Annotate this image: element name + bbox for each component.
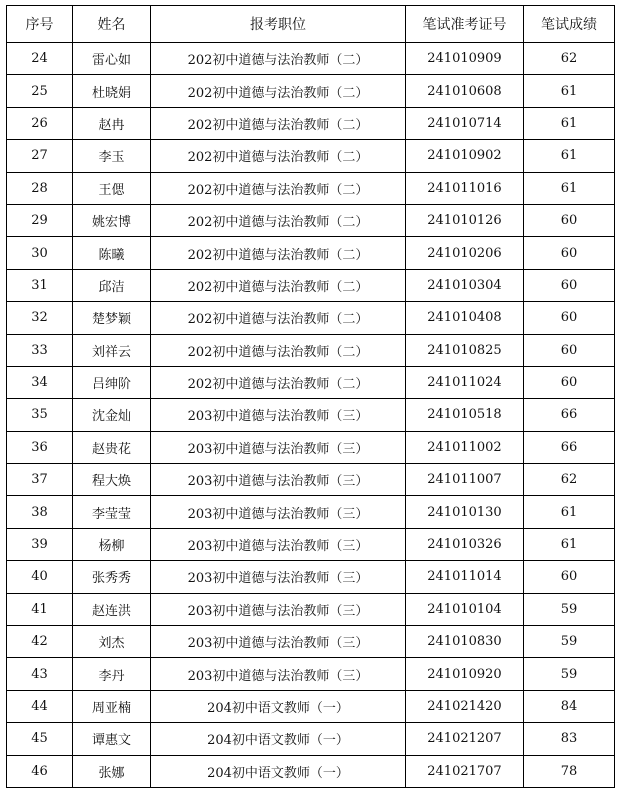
cell-seq: 26	[7, 107, 73, 139]
cell-ticket: 241010714	[406, 107, 524, 139]
cell-name: 杜晓娟	[73, 75, 151, 107]
cell-position: 203初中道德与法治教师（三）	[151, 561, 406, 593]
cell-ticket: 241010130	[406, 496, 524, 528]
cell-name: 谭惠文	[73, 723, 151, 755]
cell-score: 61	[524, 107, 615, 139]
cell-score: 84	[524, 690, 615, 722]
cell-score: 59	[524, 658, 615, 690]
cell-position: 202初中道德与法治教师（二）	[151, 140, 406, 172]
cell-name: 李莹莹	[73, 496, 151, 528]
cell-name: 邱洁	[73, 269, 151, 301]
table-row	[7, 172, 615, 204]
cell-score: 61	[524, 172, 615, 204]
cell-seq: 45	[7, 723, 73, 755]
cell-name: 陈曦	[73, 237, 151, 269]
cell-ticket: 241010608	[406, 75, 524, 107]
cell-score: 60	[524, 237, 615, 269]
table-row	[7, 496, 615, 528]
cell-position: 204初中语文教师（一）	[151, 690, 406, 722]
cell-ticket: 241011002	[406, 431, 524, 463]
cell-ticket: 241021420	[406, 690, 524, 722]
cell-score: 60	[524, 334, 615, 366]
table-row	[7, 626, 615, 658]
cell-name: 楚梦颖	[73, 302, 151, 334]
cell-position: 203初中道德与法治教师（三）	[151, 431, 406, 463]
table-row	[7, 302, 615, 334]
cell-ticket: 241010104	[406, 593, 524, 625]
cell-position: 203初中道德与法治教师（三）	[151, 399, 406, 431]
cell-ticket: 241021207	[406, 723, 524, 755]
cell-score: 60	[524, 561, 615, 593]
table-row	[7, 690, 615, 722]
cell-seq: 34	[7, 366, 73, 398]
cell-position: 202初中道德与法治教师（二）	[151, 366, 406, 398]
cell-seq: 24	[7, 43, 73, 75]
cell-ticket: 241011007	[406, 464, 524, 496]
table-row	[7, 755, 615, 787]
cell-name: 张娜	[73, 755, 151, 787]
cell-name: 杨柳	[73, 528, 151, 560]
table-body	[7, 43, 615, 788]
cell-position: 204初中语文教师（一）	[151, 755, 406, 787]
cell-position: 203初中道德与法治教师（三）	[151, 496, 406, 528]
cell-name: 李丹	[73, 658, 151, 690]
cell-seq: 32	[7, 302, 73, 334]
table-row	[7, 334, 615, 366]
header-seq: 序号	[7, 6, 73, 43]
cell-position: 202初中道德与法治教师（二）	[151, 269, 406, 301]
table-row	[7, 528, 615, 560]
cell-position: 203初中道德与法治教师（三）	[151, 593, 406, 625]
cell-ticket: 241010909	[406, 43, 524, 75]
cell-position: 204初中语文教师（一）	[151, 723, 406, 755]
cell-position: 202初中道德与法治教师（二）	[151, 172, 406, 204]
cell-ticket: 241010902	[406, 140, 524, 172]
table-row	[7, 561, 615, 593]
cell-position: 203初中道德与法治教师（三）	[151, 658, 406, 690]
cell-ticket: 241021707	[406, 755, 524, 787]
cell-score: 60	[524, 269, 615, 301]
cell-name: 李玉	[73, 140, 151, 172]
cell-seq: 46	[7, 755, 73, 787]
cell-name: 赵连洪	[73, 593, 151, 625]
cell-score: 62	[524, 43, 615, 75]
cell-score: 61	[524, 496, 615, 528]
cell-name: 姚宏博	[73, 204, 151, 236]
cell-name: 赵贵花	[73, 431, 151, 463]
cell-seq: 37	[7, 464, 73, 496]
table-row	[7, 399, 615, 431]
cell-position: 203初中道德与法治教师（三）	[151, 464, 406, 496]
cell-score: 60	[524, 366, 615, 398]
cell-name: 程大焕	[73, 464, 151, 496]
cell-ticket: 241010518	[406, 399, 524, 431]
cell-ticket: 241011016	[406, 172, 524, 204]
cell-score: 61	[524, 75, 615, 107]
cell-position: 202初中道德与法治教师（二）	[151, 107, 406, 139]
cell-seq: 36	[7, 431, 73, 463]
cell-name: 刘杰	[73, 626, 151, 658]
cell-ticket: 241010326	[406, 528, 524, 560]
cell-ticket: 241010206	[406, 237, 524, 269]
cell-name: 赵冉	[73, 107, 151, 139]
results-table	[6, 5, 615, 788]
header-ticket: 笔试准考证号	[406, 6, 524, 43]
cell-score: 78	[524, 755, 615, 787]
cell-seq: 33	[7, 334, 73, 366]
cell-ticket: 241010830	[406, 626, 524, 658]
cell-seq: 35	[7, 399, 73, 431]
cell-score: 61	[524, 140, 615, 172]
cell-position: 202初中道德与法治教师（二）	[151, 334, 406, 366]
cell-position: 202初中道德与法治教师（二）	[151, 302, 406, 334]
table-header	[7, 6, 615, 43]
cell-ticket: 241010920	[406, 658, 524, 690]
cell-seq: 42	[7, 626, 73, 658]
table-row	[7, 107, 615, 139]
cell-name: 沈金灿	[73, 399, 151, 431]
cell-score: 61	[524, 528, 615, 560]
cell-name: 雷心如	[73, 43, 151, 75]
cell-ticket: 241010126	[406, 204, 524, 236]
cell-ticket: 241010408	[406, 302, 524, 334]
cell-score: 59	[524, 626, 615, 658]
cell-name: 周亚楠	[73, 690, 151, 722]
cell-position: 202初中道德与法治教师（二）	[151, 75, 406, 107]
table-row	[7, 366, 615, 398]
cell-name: 刘祥云	[73, 334, 151, 366]
cell-name: 王偲	[73, 172, 151, 204]
cell-seq: 25	[7, 75, 73, 107]
cell-score: 60	[524, 204, 615, 236]
table-row	[7, 204, 615, 236]
cell-score: 59	[524, 593, 615, 625]
cell-ticket: 241011014	[406, 561, 524, 593]
cell-seq: 30	[7, 237, 73, 269]
header-score: 笔试成绩	[524, 6, 615, 43]
cell-seq: 44	[7, 690, 73, 722]
cell-score: 60	[524, 302, 615, 334]
header-name: 姓名	[73, 6, 151, 43]
cell-seq: 40	[7, 561, 73, 593]
header-row	[7, 6, 615, 43]
cell-seq: 28	[7, 172, 73, 204]
table-row	[7, 237, 615, 269]
cell-position: 202初中道德与法治教师（二）	[151, 237, 406, 269]
cell-score: 83	[524, 723, 615, 755]
cell-name: 张秀秀	[73, 561, 151, 593]
header-position: 报考职位	[151, 6, 406, 43]
cell-score: 66	[524, 431, 615, 463]
cell-position: 202初中道德与法治教师（二）	[151, 204, 406, 236]
cell-seq: 27	[7, 140, 73, 172]
cell-seq: 43	[7, 658, 73, 690]
table-row	[7, 723, 615, 755]
table-row	[7, 658, 615, 690]
cell-ticket: 241011024	[406, 366, 524, 398]
cell-score: 66	[524, 399, 615, 431]
cell-ticket: 241010304	[406, 269, 524, 301]
table-row	[7, 464, 615, 496]
cell-seq: 29	[7, 204, 73, 236]
table-row	[7, 593, 615, 625]
cell-seq: 39	[7, 528, 73, 560]
table-row	[7, 140, 615, 172]
table-row	[7, 43, 615, 75]
cell-seq: 41	[7, 593, 73, 625]
cell-position: 202初中道德与法治教师（二）	[151, 43, 406, 75]
cell-name: 吕绅阶	[73, 366, 151, 398]
table-row	[7, 431, 615, 463]
cell-ticket: 241010825	[406, 334, 524, 366]
table-row	[7, 75, 615, 107]
cell-position: 203初中道德与法治教师（三）	[151, 528, 406, 560]
cell-seq: 31	[7, 269, 73, 301]
cell-position: 203初中道德与法治教师（三）	[151, 626, 406, 658]
cell-seq: 38	[7, 496, 73, 528]
cell-score: 62	[524, 464, 615, 496]
table-row	[7, 269, 615, 301]
